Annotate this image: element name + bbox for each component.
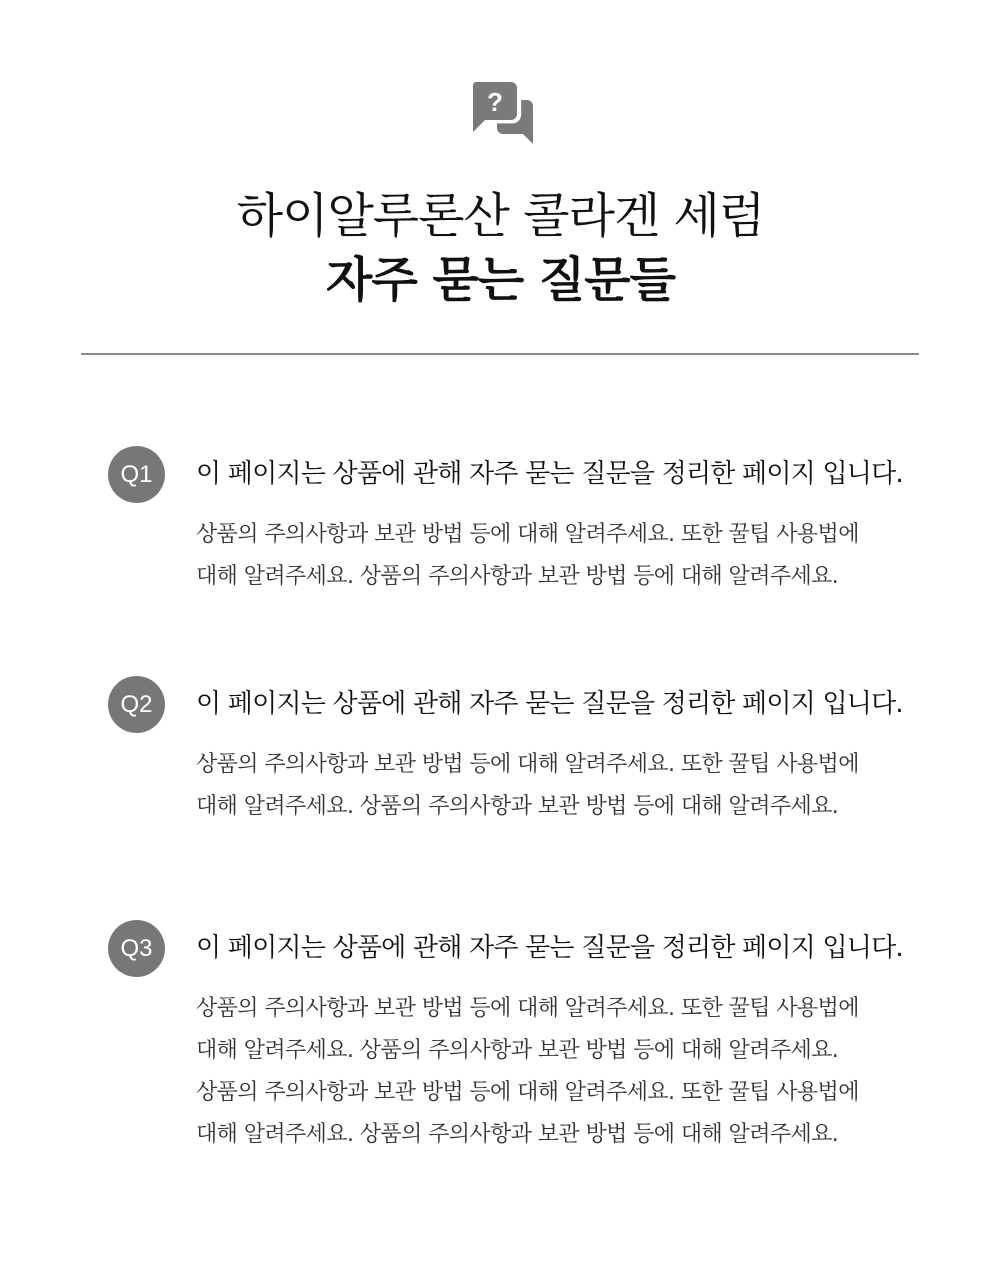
question-text: 이 페이지는 상품에 관해 자주 묻는 질문을 정리한 페이지 입니다. [196, 933, 903, 963]
answer-line: 상품의 주의사항과 보관 방법 등에 대해 알려주세요. 또한 꿀팁 사용법에 [196, 522, 859, 547]
question-badge: Q2 [108, 676, 165, 733]
answer-line: 상품의 주의사항과 보관 방법 등에 대해 알려주세요. 또한 꿀팁 사용법에 [196, 1080, 859, 1105]
answer-line: 대해 알려주세요. 상품의 주의사항과 보관 방법 등에 대해 알려주세요. [196, 1038, 839, 1063]
answer-line: 대해 알려주세요. 상품의 주의사항과 보관 방법 등에 대해 알려주세요. [196, 794, 839, 819]
page-title-product: 하이알루론산 콜라겐 세럼 [236, 188, 765, 244]
question-text: 이 페이지는 상품에 관해 자주 묻는 질문을 정리한 페이지 입니다. [196, 689, 903, 719]
answer-line: 대해 알려주세요. 상품의 주의사항과 보관 방법 등에 대해 알려주세요. [196, 564, 839, 589]
header-divider [81, 353, 919, 355]
question-text: 이 페이지는 상품에 관해 자주 묻는 질문을 정리한 페이지 입니다. [196, 459, 903, 489]
question-badge: Q3 [108, 920, 165, 977]
answer-text [196, 988, 896, 1156]
question-badge: Q1 [108, 446, 165, 503]
svg-text:?: ? [487, 87, 503, 117]
answer-text [196, 514, 896, 598]
answer-line: 대해 알려주세요. 상품의 주의사항과 보관 방법 등에 대해 알려주세요. [196, 1122, 839, 1147]
question-chat-bubbles-icon [467, 80, 535, 148]
answer-line: 상품의 주의사항과 보관 방법 등에 대해 알려주세요. 또한 꿀팁 사용법에 [196, 996, 859, 1021]
answer-line: 상품의 주의사항과 보관 방법 등에 대해 알려주세요. 또한 꿀팁 사용법에 [196, 752, 859, 777]
answer-text [196, 744, 896, 828]
page-title-faq: 자주 묻는 질문들 [326, 252, 675, 308]
